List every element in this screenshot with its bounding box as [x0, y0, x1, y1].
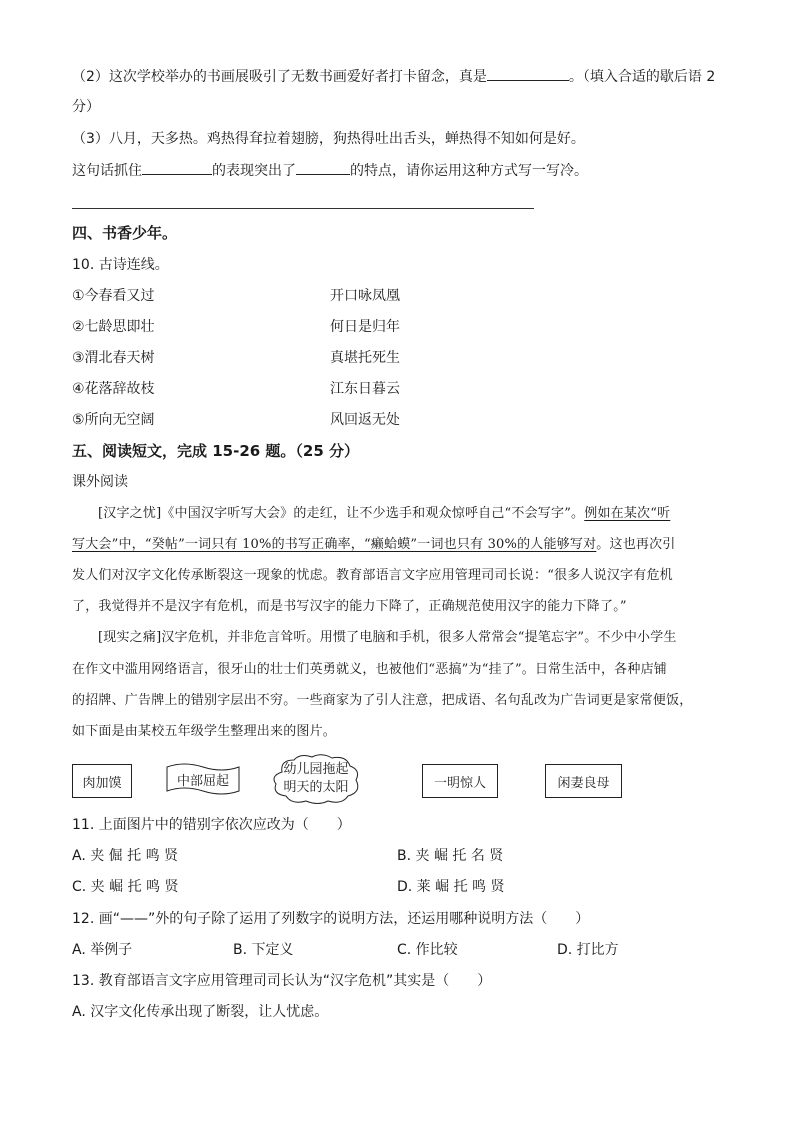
q3-blank-2[interactable]: [296, 160, 350, 175]
q13-stem: 13. 教育部语言文字应用管理司司长认为“汉字危机”其实是（ ）: [72, 973, 492, 989]
q13-option-a[interactable]: A. 汉字文化传承出现了断裂，让人忧虑。: [72, 1004, 329, 1020]
q12-option-d[interactable]: D. 打比方: [557, 942, 619, 958]
section5-subtitle: 课外阅读: [72, 474, 128, 490]
poem-right-2[interactable]: 何日是归年: [330, 319, 400, 335]
passage-p1-line3: 发人们对汉字文化传承断裂这一现象的忧虑。教育部语言文字应用管理司司长说：“很多人说汉字有危机: [72, 568, 673, 583]
poem-left-1[interactable]: ①今春看又过: [72, 288, 155, 304]
q10-label: 10. 古诗连线。: [72, 257, 169, 273]
passage-p1-line1: [98, 504, 670, 524]
underlined-sentence: 例如在某次“听: [584, 506, 671, 521]
poem-right-4[interactable]: 江东日暮云: [330, 381, 400, 397]
q2-line: [72, 66, 715, 87]
sign-image-5: [545, 764, 622, 798]
underlined-sentence: 写大会”中，“癸帖”一词只有 10%的书写正确率，“癞蛤蟆”一词也只有 30%的人能够写对: [72, 537, 597, 552]
passage-text: [汉字之忧]《中国汉字听写大会》的走红，让不少选手和观众惊呼自己“不会写字”。: [98, 506, 585, 521]
passage-p2-line2: 在作文中滥用网络语言，很牙山的壮士们英勇就义，也被他们“恶搞”为“挂了”。日常生活中，各种店铺: [72, 662, 667, 677]
poem-left-3[interactable]: ③渭北春天树: [72, 350, 155, 366]
q2-answer-blank[interactable]: [487, 66, 569, 81]
passage-p2-line3: 的招牌、广告牌上的错别字层出不穷。一些商家为了引人注意，把成语、名句乱改为广告词更是家常便饭，: [72, 693, 693, 708]
q11-option-b[interactable]: B. 夹 崛 托 名 贤: [397, 848, 504, 864]
q12-option-a[interactable]: A. 举例子: [72, 942, 133, 958]
q11-option-a[interactable]: A. 夹 倔 托 鸣 贤: [72, 848, 179, 864]
q3-prompt-b: 的表现突出了: [212, 163, 296, 179]
sign-image-3: [270, 752, 362, 806]
section5-title: 五、阅读短文，完成 15-26 题。（25 分）: [72, 442, 360, 460]
q3-sentence: （3）八月，天多热。鸡热得耷拉着翅膀，狗热得吐出舌头，蝉热得不知如何是好。: [72, 131, 585, 147]
passage-p2-line1: [现实之痛]汉字危机，并非危言耸听。用惯了电脑和手机，很多人常常会“提笔忘字”。不少中小学生: [98, 630, 677, 645]
sign-image-1: [72, 764, 132, 798]
q11-stem: 11. 上面图片中的错别字依次应改为（ ）: [72, 817, 351, 833]
q2-prefix: （2）这次学校举办的书画展吸引了无数书画爱好者打卡留念，真是: [72, 69, 487, 85]
sign-text: 肉加馍: [82, 775, 122, 791]
q12-option-b[interactable]: B. 下定义: [233, 942, 294, 958]
sign-text-line1: 幼儿园拖起: [283, 762, 349, 777]
sign-text: 闲妻良母: [557, 775, 610, 791]
sign-text: 中部屈起: [176, 773, 229, 789]
q3-blank-1[interactable]: [142, 160, 212, 175]
q3-prompt-c: 的特点，请你运用这种方式写一写冷。: [350, 163, 588, 179]
poem-right-3[interactable]: 真堪托死生: [330, 350, 400, 366]
poem-right-5[interactable]: 风回返无处: [330, 412, 400, 428]
q2-wrap: 分）: [72, 99, 100, 115]
sign-image-2: [164, 760, 242, 798]
q3-writing-line[interactable]: [72, 208, 534, 209]
poem-left-2[interactable]: ②七龄思即壮: [72, 319, 155, 335]
passage-p2-line4: 如下面是由某校五年级学生整理出来的图片。: [72, 724, 337, 739]
sign-text: 一明惊人: [433, 775, 486, 791]
q12-stem: 12. 画“——”外的句子除了运用了列数字的说明方法，还运用哪种说明方法（ ）: [72, 911, 590, 927]
poem-right-1[interactable]: 开口咏凤凰: [330, 288, 400, 304]
sign-text-line2: 明天的太阳: [283, 780, 349, 795]
q12-option-c[interactable]: C. 作比较: [397, 942, 458, 958]
section4-title: 四、书香少年。: [72, 224, 178, 242]
q3-prompt: [72, 160, 588, 181]
q2-suffix: 。（填入合适的歇后语 2: [568, 69, 716, 85]
q11-option-d[interactable]: D. 莱 崛 托 鸣 贤: [397, 879, 505, 895]
poem-left-4[interactable]: ④花落辞故枝: [72, 381, 155, 397]
passage-p1-line4: 了，我觉得并不是汉字有危机，而是书写汉字的能力下降了，正确规范使用汉字的能力下降了。”: [72, 599, 627, 614]
poem-left-5[interactable]: ⑤所向无空阔: [72, 412, 155, 428]
passage-p1-line2: [72, 535, 676, 555]
q11-option-c[interactable]: C. 夹 崛 托 鸣 贤: [72, 879, 179, 895]
passage-text: 。这也再次引: [596, 537, 676, 552]
sign-image-4: [422, 764, 498, 798]
q3-prompt-a: 这句话抓住: [72, 163, 142, 179]
